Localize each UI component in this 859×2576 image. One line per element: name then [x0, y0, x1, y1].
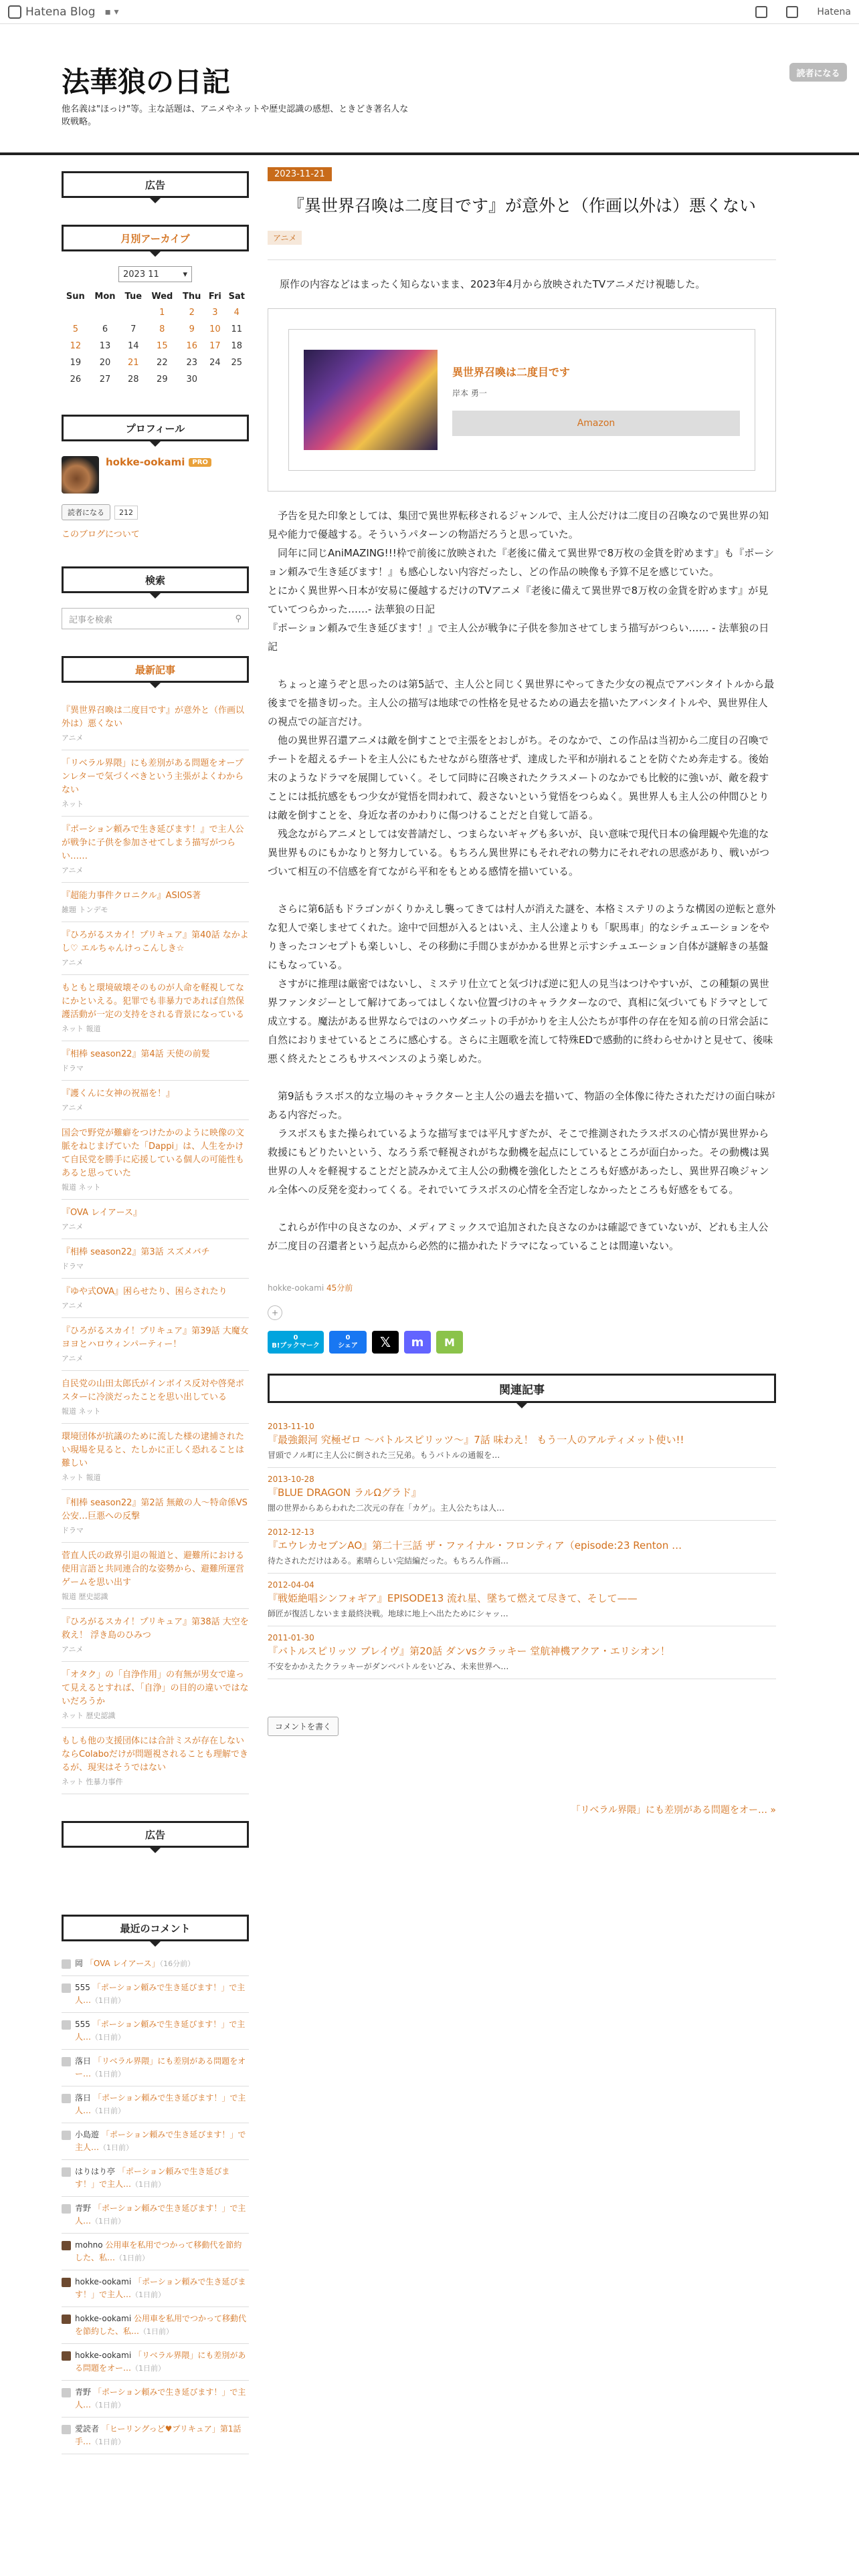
- recent-entry[interactable]: [62, 1424, 249, 1490]
- archive-month-value: 2023 11: [123, 269, 159, 280]
- chevron-down-icon: ▾: [183, 269, 187, 280]
- comment-time: （1日前）: [131, 2290, 166, 2299]
- recent-entries-title: 最新記事: [62, 656, 249, 683]
- calendar-day: 25: [231, 358, 243, 368]
- recent-entry[interactable]: [62, 1041, 249, 1081]
- recent-entry-category[interactable]: ネット 歴史認識: [62, 1711, 116, 1720]
- commenter-avatar: [62, 2057, 71, 2066]
- comment-item[interactable]: [62, 2270, 249, 2307]
- comment-entry-title[interactable]: 「ポーション頼みで生き延びます！」で主人…: [75, 1983, 246, 2005]
- pro-badge: PRO: [189, 458, 211, 467]
- calendar-day: [205, 371, 224, 388]
- related-entry-date: 2011-01-30: [268, 1633, 314, 1642]
- paragraph-2: 同年に同じAniMAZING!!!枠で前後に放映された『老後に備えて異世界で8万枚の金貨を貯めます』も『ポーション頼みで生き延びます！』も感心しない内容だったし、どの作品の映像も予算不足を感じていた。: [268, 547, 774, 578]
- related-entry[interactable]: [268, 1415, 776, 1468]
- recent-entry-category[interactable]: アニメ: [62, 1645, 84, 1654]
- dashboard-icon[interactable]: [786, 6, 798, 18]
- recent-entry-title[interactable]: 『護くんに女神の祝福を！』: [62, 1089, 175, 1099]
- profile-name[interactable]: [106, 456, 211, 468]
- comment-item[interactable]: [62, 2086, 249, 2123]
- avatar[interactable]: [62, 456, 99, 494]
- embed-author: 岸本 勇一: [452, 389, 487, 398]
- calendar-day[interactable]: 16: [186, 341, 197, 351]
- calendar-day: 6: [102, 324, 108, 334]
- recent-comments-widget: [62, 1915, 249, 2454]
- recent-entry-title[interactable]: 『相棒 season22』第3話 スズメバチ: [62, 1247, 210, 1257]
- related-link-1[interactable]: とにかく異世界へ日本が安易に優越するだけのTVアニメ『老後に備えて異世界で8万枚の金貨を貯めます』が見ていてつらかった……- 法華狼の日記: [268, 584, 769, 615]
- hatena-account-link[interactable]: Hatena: [817, 6, 851, 17]
- hatena-blog-logo[interactable]: [8, 5, 96, 19]
- recent-entry-title[interactable]: 国会で野党が難癖をつけたかのように映像の文脈をねじまげていた「Dappi」は、人生をかけて自民党を勝手に応援している個人の可能性もあると思っていた: [62, 1128, 245, 1178]
- commenter-name[interactable]: hokke-ookami: [75, 2314, 132, 2323]
- recent-entry-title[interactable]: 『相棒 season22』第4話 天使の前髪: [62, 1049, 210, 1059]
- commenter-name[interactable]: 555: [75, 1983, 90, 1992]
- recent-entry[interactable]: [62, 1120, 249, 1200]
- blog-description: 他名義は"ほっけ"等。主な話題は、アニメやネットや歴史認識の感想、ときどき著名人な敗戦略。: [62, 104, 409, 127]
- comment-item[interactable]: [62, 1952, 249, 1976]
- recent-entry[interactable]: [62, 697, 249, 750]
- comment-time: （1日前）: [91, 2401, 126, 2409]
- paragraph-4: 他の異世界召還アニメは敵を倒すことで主張をとおしがち。そのなかで、この作品は当初から二度目の召喚でチートを超えるチートを主人公にもたせながら堕落せず、達成した平和が崩れることを防ぐため奔走する。後始末のようなドラマを展開していく。そして同時に召喚されたクラスメートのなかでも比較的に強いが、敵を殺すことには抵抗感をもつ少女が覚悟を問われて、殺さないという覚悟をつらぬく。異世界人も主人公の仲間ひとりは敵を倒すことを、身近な者のかわりに傷つけることだと自覚して語る。: [268, 734, 769, 821]
- calendar-weekday: Sun: [66, 292, 85, 302]
- commenter-name[interactable]: 小島遊: [75, 2130, 100, 2139]
- comment-text: [75, 2423, 249, 2448]
- search-input[interactable]: [62, 608, 249, 629]
- comment-time: （1日前）: [131, 2364, 166, 2373]
- search-widget-title: 検索: [62, 566, 249, 593]
- global-header: [0, 0, 859, 24]
- related-entry-summary: 闇の世界からあらわれた二次元の存在「カゲ」。主人公たちは人…: [268, 1503, 505, 1513]
- calendar-day: [62, 304, 90, 321]
- comment-text: [75, 2165, 249, 2191]
- recent-entry-title[interactable]: 環境団体が抗議のために流した様の逮捕されたい現場を見ると、たしかに正しく恐れることは難しい: [62, 1432, 245, 1469]
- related-entries-title: 関連記事: [268, 1374, 776, 1403]
- commenter-avatar: [62, 2094, 71, 2103]
- recent-entry-category[interactable]: 報道 ネット: [62, 1407, 101, 1416]
- recent-entry-title[interactable]: 『ひろがるスカイ！プリキュア』第38話 大空を救え！ 浮き島のひみつ: [62, 1617, 249, 1640]
- comment-text: [75, 2349, 249, 2375]
- calendar-day: 29: [157, 374, 168, 385]
- recent-entry[interactable]: [62, 1609, 249, 1662]
- blog-header: [0, 24, 859, 155]
- calendar-day[interactable]: 4: [233, 308, 240, 318]
- recent-entry-category[interactable]: アニメ: [62, 958, 84, 967]
- comment-time: （1日前）: [131, 2180, 166, 2189]
- paragraph-6: さらに第6話もドラゴンがくりかえし襲ってきては村人が消えた謎を、本格ミステリのような構図の逆転と意外な犯人で楽しませてくれた。途中で回想が入るとはいえ、主人公達よりも「駅馬車」的なシチュエーションをやりきったコンセプトも楽しいし、その移動に手間ひまがかかる世界と示すシチュエーション自体が謎解きの基盤にもなっている。: [268, 903, 776, 971]
- recent-entry[interactable]: [62, 750, 249, 817]
- recent-entry-title[interactable]: 『超能力事件クロニクル』ASIOS著: [62, 891, 201, 901]
- recent-entry[interactable]: [62, 1239, 249, 1279]
- embed-card: [268, 308, 776, 492]
- search-placeholder: 記事を検索: [69, 615, 113, 625]
- subscribe-button[interactable]: 読者になる: [789, 63, 847, 82]
- calendar-day: 11: [231, 324, 243, 334]
- ad-widget-title: 広告: [62, 171, 249, 198]
- recent-entry-title[interactable]: 『OVA レイアース』: [62, 1208, 142, 1218]
- entry-category[interactable]: アニメ: [268, 231, 302, 245]
- comment-time: （1日前）: [91, 2438, 126, 2446]
- commenter-avatar: [62, 2425, 71, 2434]
- calendar-day[interactable]: 17: [209, 341, 221, 351]
- recent-entry[interactable]: [62, 975, 249, 1041]
- comment-text: [75, 2202, 249, 2228]
- calendar-day: 27: [99, 374, 111, 385]
- recent-entry-title[interactable]: 『相棒 season22』第2話 無敵の人〜特命係VS公安…巨悪への反撃: [62, 1498, 248, 1521]
- comment-text: [75, 2239, 249, 2264]
- recent-entry-category[interactable]: ネット: [62, 800, 84, 809]
- paragraph-9: ラスボスもまた操られているような描写までは平凡すぎたが、そこで推測されたラスボスの心情が異世界から救援にもどりたいという、なろう系で軽視されがちな動機を起点にしているところが面白かった。その動機は異世界の人々を軽視することだと読みかえて主人公の動機を強化したところも好感があったし、異世界召喚ジャンル全体への反発を変わってくる。それでいてラスボスの心情を全否定しなかったところも好感をもてる。: [268, 1128, 770, 1196]
- related-entry[interactable]: [268, 1521, 776, 1574]
- global-header-right: [755, 6, 851, 18]
- recent-entry-category[interactable]: アニメ: [62, 734, 84, 742]
- facebook-share-button[interactable]: [329, 1331, 367, 1354]
- hatena-logo-icon: [8, 5, 21, 19]
- comment-item[interactable]: [62, 2307, 249, 2344]
- calendar-day[interactable]: 15: [157, 341, 168, 351]
- comment-time: （1日前）: [139, 2327, 174, 2336]
- calendar-day: [225, 371, 249, 388]
- paragraph-3: ちょっと違うぞと思ったのは第5話で、主人公と同じく異世界にやってきた少女の視点でアバンタイトルから最後までを描き切った。主人公の描写は地球での性格を見せるための過去を描いたアバンタイトルや、異世界住人の視点での証言だけ。: [268, 678, 775, 728]
- calendar-day[interactable]: 1: [159, 308, 165, 318]
- commenter-avatar: [62, 1959, 71, 1969]
- calendar: [62, 289, 249, 388]
- commenter-name[interactable]: 555: [75, 2020, 90, 2029]
- commenter-name[interactable]: 愛読者: [75, 2424, 100, 2434]
- calendar-day: 26: [70, 374, 82, 385]
- comment-text: [75, 1981, 249, 2007]
- comment-time: （1日前）: [91, 2217, 126, 2226]
- calendar-day: 18: [231, 341, 243, 351]
- profile-widget-title: プロフィール: [62, 415, 249, 441]
- comment-item[interactable]: [62, 2418, 249, 2454]
- recent-entry-title[interactable]: 『異世界召喚は二度目です』が意外と（作画以外は）悪くない: [62, 706, 245, 729]
- recent-entry-category[interactable]: アニメ: [62, 1354, 84, 1363]
- recent-entry[interactable]: [62, 1318, 249, 1371]
- paragraph-7: さすがに推理は厳密ではないし、ミステリ仕立てと気づけば逆に犯人の見当はつけやすいが、この種類の異世界ファンタジーとして解けてあってはしくない位置づけのキャラクターなので、真相に気づいてもドラマとして成立する。魔法がある世界ならではのハウダニットの手がかりを主人公たちが事件の存在を知る前の日常会話に自然におりませているところに感心する。さらに主題歌を流して特殊EDで感動的に終わらせかけと見せて、後味悪く終えたところもサスペンスのよう楽しめた。: [268, 978, 773, 1065]
- related-entry-title[interactable]: 『最強銀河 究極ゼロ 〜バトルスピリッツ〜』7話 味わえ！ もう一人のアルティメット使い!!: [268, 1434, 684, 1446]
- recent-entry[interactable]: [62, 1081, 249, 1120]
- comment-item[interactable]: [62, 2160, 249, 2197]
- recent-entry[interactable]: [62, 1279, 249, 1318]
- ad-widget-2: [62, 1821, 249, 1888]
- commenter-avatar: [62, 2131, 71, 2140]
- calendar-day: 24: [209, 358, 221, 368]
- comment-entry-title[interactable]: 公用車を私用でつかって移動代を節約した、私…: [75, 2240, 242, 2262]
- entry-title[interactable]: 『異世界召喚は二度目です』が意外と（作画以外は）悪くない: [287, 196, 756, 215]
- commenter-avatar: [62, 2204, 71, 2214]
- comment-time: （1日前）: [99, 2143, 134, 2152]
- comment-item[interactable]: [62, 2197, 249, 2234]
- blog-title[interactable]: 法華狼の日記: [62, 66, 231, 98]
- global-menu-button[interactable]: ▪ ▾: [104, 6, 119, 17]
- commenter-name[interactable]: はりはり亭: [75, 2167, 116, 2176]
- comment-item[interactable]: [62, 2050, 249, 2086]
- archive-widget: [62, 225, 249, 388]
- commenter-name[interactable]: 青野: [75, 2204, 92, 2213]
- calendar-day[interactable]: 9: [189, 324, 195, 334]
- entry-date[interactable]: 2023-11-21: [268, 167, 332, 181]
- calendar-day: 28: [128, 374, 139, 385]
- calendar-day[interactable]: 10: [209, 324, 221, 334]
- related-entry-title[interactable]: 『バトルスピリッツ ブレイヴ』第20話 ダンvsクラッキー 堂航神機アクア・エリシオン！: [268, 1645, 670, 1657]
- calendar-day: 30: [186, 374, 197, 385]
- commenter-name[interactable]: hokke-ookami: [75, 2351, 132, 2360]
- entry-permalink-time[interactable]: 45分前: [326, 1283, 353, 1293]
- related-entry-title[interactable]: 『戦姫絶唱シンフォギア』EPISODE13 流れ星、墜ちて燃えて尽きて、そして——: [268, 1592, 638, 1604]
- calendar-day: 22: [157, 358, 168, 368]
- calendar-day[interactable]: 3: [212, 308, 218, 318]
- related-entry[interactable]: [268, 1574, 776, 1626]
- misskey-share-icon[interactable]: M: [436, 1331, 463, 1354]
- related-entry-summary: 待たされただけはある。素晴らしい完結編だった。もちろん作画…: [268, 1556, 509, 1566]
- comment-item[interactable]: [62, 2123, 249, 2160]
- search-icon[interactable]: ⚲: [235, 613, 242, 624]
- entry-footer: [268, 1282, 776, 1293]
- commenter-name[interactable]: 落日: [75, 2093, 92, 2103]
- mastodon-share-icon[interactable]: m: [404, 1331, 431, 1354]
- commenter-avatar: [62, 2020, 71, 2030]
- comment-time: （1日前）: [115, 2254, 150, 2262]
- comment-item[interactable]: [62, 2381, 249, 2418]
- recent-entry-category[interactable]: ネット 性暴力事件: [62, 1778, 123, 1786]
- calendar-day: 14: [128, 341, 139, 351]
- related-entry[interactable]: [268, 1468, 776, 1521]
- comment-text: [75, 2386, 249, 2411]
- recent-entry[interactable]: [62, 1490, 249, 1543]
- comment-item[interactable]: [62, 1976, 249, 2013]
- recent-entry-title[interactable]: もともと環境破壊そのものが人命を軽視してなにかといえる。犯罪でも非暴力であれば自然保護活動が一定の支持をされる背景になっている: [62, 983, 245, 1020]
- recent-entry[interactable]: [62, 1200, 249, 1239]
- commenter-avatar: [62, 2241, 71, 2250]
- comment-time: （1日前）: [91, 2107, 126, 2115]
- profile-name-text: hokke-ookami: [106, 456, 185, 468]
- recent-entry[interactable]: [62, 1371, 249, 1424]
- comment-entry-title[interactable]: 「ポーション頼みで生き延びます！」で主人…: [75, 2204, 246, 2226]
- comment-time: （1日前）: [91, 1996, 126, 2005]
- comment-time: （1日前）: [91, 2070, 126, 2078]
- comment-entry-title[interactable]: 公用車を私用でつかって移動代を節約した、私…: [75, 2314, 246, 2336]
- paragraph-5: 残念ながらアニメとしては安普請だし、つまらないギャグも多いが、良い意味で現代日本の倫理観や先進的な異世界ものにもかなりと努力している。もちろん異世界にもそれぞれの勢力にそれぞれの思惑があり、戦いがつづいて相互の不信感を育てながら平和をもとめる感情を描いている。: [268, 828, 770, 877]
- recent-entry-category[interactable]: ドラマ: [62, 1064, 84, 1073]
- recent-entry[interactable]: [62, 817, 249, 883]
- recent-entry-title[interactable]: 「オタク」の「自浄作用」の有無が男女で違って見えるとすれば、「自浄」の目的の違いではないだろうか: [62, 1670, 249, 1707]
- calendar-weekday: Sat: [228, 292, 245, 302]
- paragraph-8: 第9話もラスボス的な立場のキャラクターと主人公の過去を描いて、物語の全体像に待たされただけの面白味がある内容だった。: [268, 1090, 775, 1121]
- recent-comments-title: 最近のコメント: [62, 1915, 249, 1941]
- calendar-day: 13: [99, 341, 111, 351]
- subscriber-count: 212: [114, 506, 138, 520]
- commenter-avatar: [62, 1983, 71, 1993]
- recent-entry-category[interactable]: 報道 ネット: [62, 1183, 101, 1192]
- related-entry-date: 2012-12-13: [268, 1527, 314, 1537]
- paragraph-1: 予告を見た印象としては、集団で異世界転移されるジャンルで、主人公だけは二度目の召喚なので異世界の知見や能力で優越する。そういうパターンの物語だろうと思っていた。: [268, 510, 769, 540]
- comment-text: [75, 2092, 249, 2117]
- calendar-day: 19: [70, 358, 82, 368]
- comment-entry-title[interactable]: 「ポーション頼みで生き延びます！」で主人…: [75, 2130, 246, 2152]
- comment-item[interactable]: [62, 2234, 249, 2270]
- comment-entry-title[interactable]: 「ポーション頼みで生き延びます！」で主人…: [75, 2277, 246, 2299]
- comment-entry-title[interactable]: 「リベラル界隈」にも差別がある問題をオー…: [75, 2351, 246, 2373]
- calendar-day: 23: [186, 358, 197, 368]
- comment-text: [75, 1957, 195, 1970]
- commenter-name[interactable]: 岡: [75, 1959, 84, 1968]
- comment-text: [75, 2055, 249, 2080]
- commenter-avatar: [62, 2278, 71, 2287]
- related-entry-summary: 冒頭でノル町に主人公に倒された三兄弟。もうバトルの通報を…: [268, 1451, 500, 1460]
- embed-cover-image[interactable]: [304, 350, 438, 450]
- comment-entry-title[interactable]: 「ポーション頼みで生き延びます！」で主人…: [75, 2387, 246, 2409]
- comment-text: [75, 2276, 249, 2301]
- archive-month-select[interactable]: [118, 266, 192, 282]
- comment-entry-title[interactable]: 「ポーション頼みで生き延びます！」で主人…: [75, 2020, 246, 2042]
- calendar-day[interactable]: 2: [189, 308, 195, 318]
- embed-title[interactable]: 異世界召喚は二度目です: [452, 366, 571, 379]
- archive-widget-title: 月別アーカイブ: [62, 225, 249, 251]
- recent-entry-title[interactable]: 『ポーション頼みで生き延びます！』で主人公が戦争に子供を参加させてしまう描写がつらい……: [62, 825, 244, 861]
- recent-entry-category[interactable]: ドラマ: [62, 1262, 84, 1271]
- entry-author[interactable]: hokke-ookami: [268, 1283, 324, 1293]
- ad-widget: [62, 171, 249, 198]
- comment-time: （16分前）: [159, 1959, 195, 1968]
- about-blog-link[interactable]: このブログについて: [62, 530, 140, 540]
- commenter-avatar: [62, 2388, 71, 2397]
- profile-widget: [62, 415, 249, 540]
- commenter-name[interactable]: hokke-ookami: [75, 2277, 132, 2286]
- facebook-share-label: 0 シェア: [338, 1334, 358, 1350]
- comment-text: [75, 2313, 249, 2338]
- calendar-weekday: Tue: [124, 292, 142, 302]
- recent-entry-title[interactable]: 『ゆや式OVA』困らせたり、困らされたり: [62, 1287, 227, 1297]
- ad-widget-2-title: 広告: [62, 1821, 249, 1848]
- recent-entry-category[interactable]: アニメ: [62, 866, 84, 875]
- recent-entry-category[interactable]: ネット 報道: [62, 1025, 101, 1033]
- recent-entry-category[interactable]: ネット 報道: [62, 1473, 101, 1482]
- comment-entry-title[interactable]: 「OVA レイアース」: [85, 1959, 160, 1968]
- x-share-icon[interactable]: 𝕏: [372, 1331, 399, 1354]
- recent-entry-category[interactable]: 報道 歴史認識: [62, 1592, 108, 1601]
- related-entry[interactable]: [268, 1626, 776, 1679]
- profile-subscribe-button[interactable]: 読者になる: [62, 504, 110, 520]
- comment-entry-title[interactable]: 「ポーション頼みで生き延びます！」で主人…: [75, 2093, 246, 2115]
- comment-entry-title[interactable]: 「ポーション頼みで生き延びます！」で主人…: [75, 2167, 230, 2189]
- hatena-bookmark-label: 0 B!ブックマーク: [272, 1334, 320, 1350]
- recent-entry-category[interactable]: 雑題 トンデモ: [62, 905, 108, 914]
- calendar-day[interactable]: 5: [72, 324, 78, 334]
- recent-entry[interactable]: [62, 1543, 249, 1609]
- related-entry-date: 2012-04-04: [268, 1580, 314, 1590]
- related-entry-title[interactable]: 『エウレカセブンAO』第二十三話 ザ・ファイナル・フロンティア（episode:23 Renton …: [268, 1539, 682, 1551]
- commenter-name[interactable]: 青野: [75, 2387, 92, 2397]
- recent-entry[interactable]: [62, 883, 249, 922]
- related-entry-date: 2013-11-10: [268, 1422, 314, 1431]
- comment-item[interactable]: [62, 2344, 249, 2381]
- recent-entry[interactable]: [62, 1728, 249, 1794]
- related-entry-date: 2013-10-28: [268, 1475, 314, 1484]
- recent-entry-title[interactable]: 自民党の山田太郎氏がインボイス反対や啓発ポスターに冷淡だったことを思い出している: [62, 1379, 244, 1402]
- related-entry-summary: 師匠が復活しないまま最終決戦。地球に地上へ出たためにシャッ…: [268, 1609, 508, 1618]
- calendar-day: 20: [99, 358, 111, 368]
- comment-entry-title[interactable]: 「ヒーリングっど♥プリキュア」第1話 手…: [75, 2424, 242, 2446]
- calendar-weekday: Thu: [183, 292, 201, 302]
- calendar-weekday: Mon: [94, 292, 116, 302]
- comment-text: [75, 2129, 249, 2154]
- next-entry-link[interactable]: 「リベラル界隈」にも差別がある問題をオー… »: [571, 1805, 776, 1816]
- commenter-name[interactable]: 落日: [75, 2056, 92, 2066]
- calendar-day[interactable]: 8: [159, 324, 165, 334]
- divider: [268, 259, 776, 260]
- calendar-day: 7: [130, 324, 136, 334]
- search-widget: [62, 566, 249, 629]
- calendar-day: [90, 304, 121, 321]
- recent-entry[interactable]: [62, 922, 249, 975]
- comment-text: [75, 2018, 249, 2044]
- recent-entry-title[interactable]: 『ひろがるスカイ！プリキュア』第40話 なかよし♡ エルちゃんけっこんしき☆: [62, 930, 249, 954]
- sidebar: [62, 171, 249, 2481]
- related-entry-title[interactable]: 『BLUE DRAGON ラルΩグラド』: [268, 1487, 421, 1499]
- recent-entry-category[interactable]: アニメ: [62, 1301, 84, 1310]
- hatena-bookmark-button[interactable]: [268, 1331, 324, 1354]
- commenter-avatar: [62, 2315, 71, 2324]
- calendar-weekday: Fri: [208, 292, 221, 302]
- recent-entry-category[interactable]: ドラマ: [62, 1526, 84, 1535]
- comment-item[interactable]: [62, 2013, 249, 2050]
- recent-entries-widget: [62, 656, 249, 1794]
- paragraph-10: これらが作中の良さなのか、メディアミックスで追加された良さなのかは確認できていないが、どれも主人公が二度目の召還者という起点から必然的に描かれたドラマになっていることは間違いない。: [268, 1221, 769, 1252]
- calendar-weekday: Wed: [151, 292, 173, 302]
- recent-entry-title[interactable]: もしも他の支援団体には合計ミスが存在しないならColaboだけが問題視されることも理解できるが、現実はそうではない: [62, 1736, 248, 1773]
- calendar-day[interactable]: 12: [70, 341, 82, 351]
- calendar-day[interactable]: 21: [128, 358, 139, 368]
- recent-entry-title[interactable]: 『ひろがるスカイ！プリキュア』第39話 大魔女ヨヨとハロウィンパーティー！: [62, 1326, 249, 1350]
- write-comment-button[interactable]: コメントを書く: [268, 1717, 339, 1736]
- commenter-name[interactable]: mohno: [75, 2240, 103, 2250]
- recent-entry-title[interactable]: 菅直人氏の政界引退の報道と、避難所における使用言語と共同連合的な姿勢から、避難所運営ゲームを思い出す: [62, 1551, 245, 1588]
- entry: [268, 167, 776, 1816]
- recent-entry-category[interactable]: アニメ: [62, 1103, 84, 1112]
- commenter-avatar: [62, 2351, 71, 2361]
- share-buttons: [268, 1331, 776, 1354]
- comment-entry-title[interactable]: 「リベラル界隈」にも差別がある問題をオー…: [75, 2056, 246, 2078]
- amazon-button[interactable]: Amazon: [452, 411, 740, 436]
- entry-intro: 原作の内容などはまったく知らないまま、2023年4月から放映されたTVアニメだけ視聴した。: [280, 278, 706, 290]
- calendar-day: [120, 304, 146, 321]
- recent-entry-category[interactable]: アニメ: [62, 1222, 84, 1231]
- hatena-blog-logo-text: Hatena Blog: [25, 5, 96, 19]
- recent-entry-title[interactable]: 「リベラル界隈」にも差別がある問題をオープンレターで気づくべきという主張がよくわからない: [62, 758, 244, 795]
- add-star-icon[interactable]: +: [268, 1305, 282, 1320]
- commenter-avatar: [62, 2167, 71, 2177]
- recent-entry[interactable]: [62, 1662, 249, 1728]
- related-entry-summary: 不安をかかえたクラッキーがダンベバトルをいどみ、未来世界へ…: [268, 1662, 509, 1671]
- edit-icon[interactable]: [755, 6, 767, 18]
- comment-time: （1日前）: [91, 2033, 126, 2042]
- related-link-2[interactable]: 『ポーション頼みで生き延びます！』で主人公が戦争に子供を参加させてしまう描写がつらい…… - 法華狼の日記: [268, 622, 769, 653]
